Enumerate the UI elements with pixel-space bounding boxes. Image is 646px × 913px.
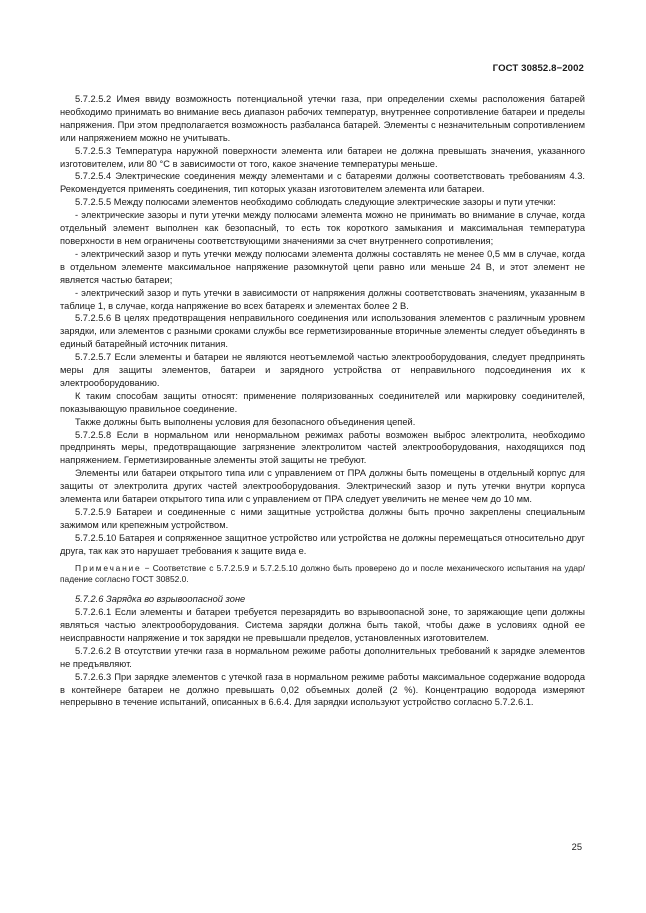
standard-header: ГОСТ 30852.8−2002 — [492, 63, 584, 74]
clause-5-7-2-5-6: 5.7.2.5.6 В целях предотвращения неправильного соединения или использования элементов с различным уровнем зарядки, или элементов с разными сроками службы все герметизированные вторичные элементы следует объединять в единый батарейный источник питания. — [60, 313, 585, 350]
clause-5-7-2-6-3: 5.7.2.6.3 При зарядке элементов с утечкой газа в нормальном режиме работы максимальное содержание водорода в контейнере батареи не должно превышать 0,02 объемных долей (2 %). Концентрацию водорода измеряют непрерывно в течение испытаний, описанных в 6.6.4. Для зарядки используют устройство согласно 5.7.2.6.1. — [60, 671, 585, 708]
clause-5-7-2-5-9: 5.7.2.5.9 Батареи и соединенные с ними защитные устройства должны быть прочно закреплены специальным зажимом или крепежным устройством. — [60, 507, 585, 530]
list-item-clearance-safe-cell: - электрические зазоры и пути утечки между полюсами элемента можно не принимать во внимание в случае, когда отдельный элемент выполнен как безопасный, то есть ток короткого замыкания и максимальная температура поверхности в нем ограничены соответствующими значениями за счет внутреннего сопротивления; — [60, 210, 585, 246]
clause-5-7-2-5-7: 5.7.2.5.7 Если элементы и батареи не являются неотъемлемой частью электрооборудования, следует предпринять меры для защиты элементов, батареи и зарядного устройства от неправильного подсоединения их к электрооборудованию. — [60, 352, 585, 388]
clause-5-7-2-5-10: 5.7.2.5.10 Батарея и сопряженное защитное устройство или устройства не должны перемещаться относительно друг друга, так как это нарушает требования к защите вида е. — [60, 532, 585, 556]
note-text: − Соответствие с 5.7.2.5.9 и 5.7.2.5.10 должно быть проверено до и после механического испытания на удар/падение согласно ГОСТ 30852.0. — [60, 562, 585, 584]
clause-5-7-2-6-1: 5.7.2.6.1 Если элементы и батареи требуется перезарядить во взрывоопасной зоне, то заряжающие цепи должны являться частью электрооборудования. Система зарядки должна быть такой, чтобы даже в условиях одной ее неисправности напряжение и ток зарядки не превышали пределов, установленных изготовителем. — [60, 607, 585, 643]
clause-5-7-2-6-2: 5.7.2.6.2 В отсутствии утечки газа в нормальном режиме работы дополнительных требований к зарядке элементов не предъявляют. — [60, 645, 585, 669]
document-body — [60, 93, 585, 709]
note — [60, 563, 585, 586]
clause-5-7-2-5-4: 5.7.2.5.4 Электрические соединения между элементами и с батареями должны соответствовать требованиям 4.3. Рекомендуется применять соединения, тип которых указан изготовителем элемента или батареи. — [60, 171, 585, 195]
circuit-combination-paragraph: Также должны быть выполнены условия для безопасного объединения цепей. — [75, 416, 416, 427]
subsection-heading: 5.7.2.6 Зарядка во взрывоопасной зоне — [75, 594, 246, 605]
clause-5-7-2-5-8: 5.7.2.5.8 Если в нормальном или ненормальном режимах работы возможен выброс электролита, необходимо предпринять меры, предотвращающие загрязнение электролитом частей электрооборудования, находящихся под напряжением. Герметизированные элементы этой защиты не требуют. — [60, 429, 585, 466]
list-item-clearance-0-5mm: - электрический зазор и путь утечки между полюсами элемента должны составлять не менее 0,5 мм в случае, когда в отдельном элементе максимальное напряжение разомкнутой цепи равно или меньше 24 В, и этот элемент не является частью батареи; — [60, 248, 585, 285]
open-type-cells-paragraph: Элементы или батареи открытого типа или с управлением от ПРА должны быть помещены в отдельный корпус для защиты от электролита других частей электрооборудования. Электрический зазор и путь утечки внутри корпуса элемента или батареи открытого типа или с управлением от ПРА следует увеличить не менее чем до 10 мм. — [60, 468, 585, 505]
protection-methods-paragraph: К таким способам защиты относят: применение поляризованных соединителей или маркировку соединителей, показывающую правильное соединение. — [60, 390, 585, 414]
clause-5-7-2-5-2: 5.7.2.5.2 Имея ввиду возможность потенциальной утечки газа, при определении схемы расположения батарей необходимо принимать во внимание весь диапазон рабочих температур, внутреннее сопротивление батареи и пределы напряжения. При этом предполагается возможность разбаланса батарей. Элементы с незначительным сопротивлением или напряжением можно не учитывать. — [60, 94, 585, 143]
list-item-clearance-table-1: - электрический зазор и путь утечки в зависимости от напряжения должны соответствовать значениям, указанным в таблице 1, в случае, когда напряжение во всех батареях и элементах более 2 В. — [60, 287, 585, 311]
page-number: 25 — [571, 842, 582, 852]
note-label: Примечание — [75, 562, 142, 573]
clause-5-7-2-5-3: 5.7.2.5.3 Температура наружной поверхности элемента или батареи не должна превышать значения, указанного изготовителем, или 80 °С в зависимости от того, какое значение температуры меньше. — [60, 145, 585, 169]
clause-5-7-2-5-5: 5.7.2.5.5 Между полюсами элементов необходимо соблюдать следующие электрические зазоры и пути утечки: — [75, 197, 556, 208]
